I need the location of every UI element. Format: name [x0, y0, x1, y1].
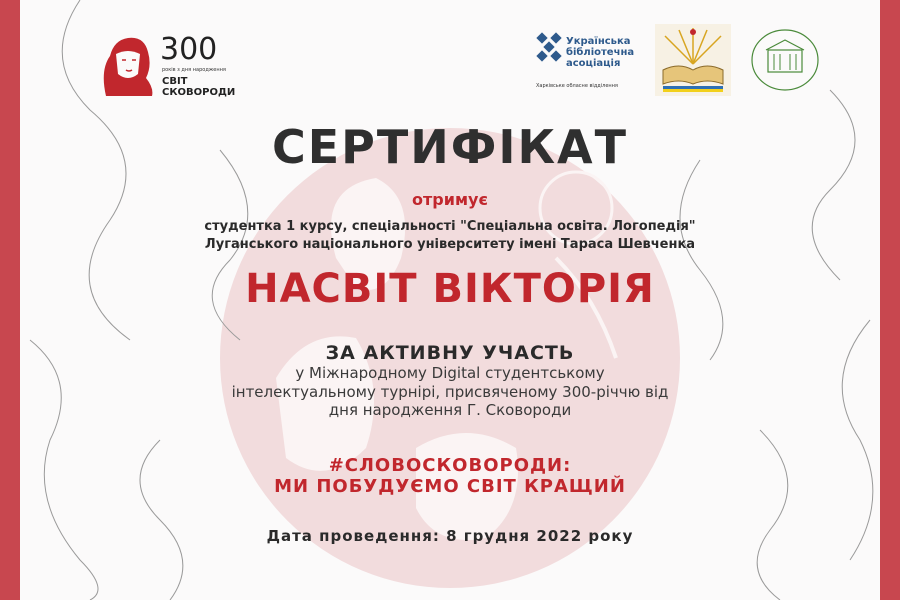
receives-label: отримує — [412, 190, 488, 209]
library-association-name — [566, 36, 634, 69]
skovoroda-logo-line2: СКОВОРОДИ — [162, 87, 236, 98]
uba-line3: асоціація — [566, 58, 621, 69]
skovoroda-300-number: 300 — [160, 32, 218, 67]
description-line3: дня народження Г. Сковороди — [328, 401, 572, 419]
certificate-title: СЕРТИФІКАТ — [271, 120, 629, 174]
student-info-line1: студентка 1 курсу, спеціальності "Спеціальна освіта. Логопедія" — [204, 219, 696, 234]
uba-line1: Українська — [566, 36, 631, 47]
skovoroda-logo-text — [162, 76, 235, 98]
student-info-line2: Луганського національного університету імені Тараса Шевченка — [204, 237, 696, 252]
library-association-x-icon — [536, 32, 564, 72]
university-building-logo-icon — [750, 28, 820, 93]
award-reason: ЗА АКТИВНУ УЧАСТЬ — [325, 342, 575, 364]
event-date: Дата проведення: 8 грудня 2022 року — [266, 527, 634, 545]
ukrainian-library-association-logo — [536, 32, 636, 94]
description-line2: інтелектуальному турнірі, присвяченому 300-річчю від — [231, 383, 669, 401]
uba-line2: бібліотечна — [566, 47, 635, 58]
recipient-name: НАСВІТ ВІКТОРІЯ — [245, 266, 655, 312]
skovoroda-portrait-icon — [98, 30, 156, 100]
hashtag-line2: МИ ПОБУДУЄМО СВІТ КРАЩИЙ — [274, 476, 626, 497]
library-book-logo-icon — [655, 24, 731, 96]
skovoroda-logo-line1: СВІТ — [162, 76, 188, 87]
description-line1: у Міжнародному Digital студентському — [295, 364, 605, 382]
uba-subtitle: Харківське обласне відділення — [536, 83, 618, 89]
skovoroda-300-logo — [98, 30, 238, 102]
skovoroda-300-caption: років з дня народження — [162, 67, 226, 73]
hashtag-line1: #СЛОВОСКОВОРОДИ: — [328, 455, 572, 476]
